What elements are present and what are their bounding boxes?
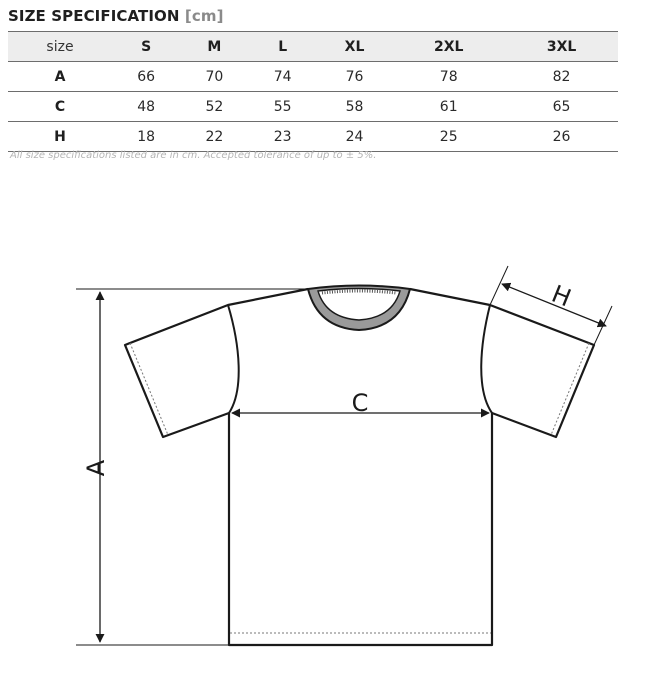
label-h: H: [547, 279, 575, 313]
table-cell: 26: [505, 122, 618, 152]
tolerance-note: All size specifications listed are in cm. Accepted tolerance of up to ± 5%.: [10, 150, 377, 161]
table-cell: 66: [112, 62, 180, 92]
table-cell: 22: [180, 122, 248, 152]
table-cell: 74: [249, 62, 317, 92]
label-a: A: [82, 459, 110, 477]
size-col-m: M: [180, 32, 248, 62]
table-cell: 24: [317, 122, 393, 152]
tshirt-outline: [125, 289, 594, 645]
table-cell: 52: [180, 92, 248, 122]
title-text: SIZE SPECIFICATION: [8, 7, 180, 25]
dimension-h-guide-bottom: [594, 306, 612, 345]
table-cell: 18: [112, 122, 180, 152]
table-cell: 76: [317, 62, 393, 92]
row-label-h: H: [8, 122, 112, 152]
row-label-c: C: [8, 92, 112, 122]
table-cell: 61: [392, 92, 505, 122]
table-cell: 58: [317, 92, 393, 122]
size-col-2xl: 2XL: [392, 32, 505, 62]
table-cell: 25: [392, 122, 505, 152]
table-cell: 78: [392, 62, 505, 92]
size-col-3xl: 3XL: [505, 32, 618, 62]
table-cell: 82: [505, 62, 618, 92]
size-header-label: size: [8, 32, 112, 62]
table-cell: 65: [505, 92, 618, 122]
row-label-a: A: [8, 62, 112, 92]
label-c: C: [351, 389, 369, 417]
table-cell: 23: [249, 122, 317, 152]
table-cell: 70: [180, 62, 248, 92]
size-col-s: S: [112, 32, 180, 62]
table-cell: 48: [112, 92, 180, 122]
table-cell: 55: [249, 92, 317, 122]
size-col-l: L: [249, 32, 317, 62]
size-col-xl: XL: [317, 32, 393, 62]
title-unit: [cm]: [184, 7, 224, 25]
